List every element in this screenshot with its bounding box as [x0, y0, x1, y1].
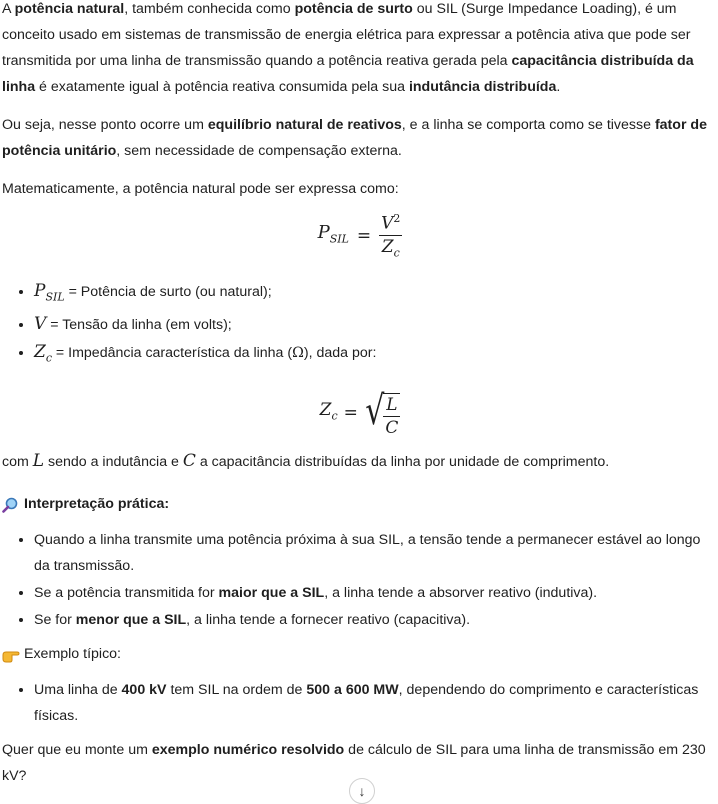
- list-item: • $Z_c$ = Impedância característica da linha (Ω), dada por:: [34, 339, 718, 371]
- magnifier-icon: [2, 496, 18, 512]
- assistant-message: [2, 0, 718, 789]
- fraction: [383, 394, 400, 439]
- bold-term: indutância distribuída: [408, 79, 557, 95]
- text: é exatamente igual à potência reativa consumida pela sua: [35, 79, 409, 95]
- list-item: • Se a potência transmitida for maior que a SIL, a linha tende a absorver reativo (indutiva).: [34, 580, 718, 606]
- formula-intro: Matematicamente, a potência natural pode ser expressa como:: [2, 181, 399, 197]
- numerator: $V^2$: [381, 211, 401, 234]
- denominator: $Z_c$: [381, 236, 400, 260]
- section-heading: [2, 491, 718, 517]
- formula-lhs: $P_{SIL}$: [317, 221, 349, 246]
- list-item: • Quando a linha transmite uma potência próxima à sua SIL, a tensão tende a permanecer estável ao longo da transmissão.: [34, 527, 718, 579]
- text: , sem necessidade de compensação externa.: [116, 143, 402, 159]
- bold-term: equilíbrio natural de reativos: [207, 117, 402, 133]
- scroll-to-bottom-button[interactable]: [349, 778, 375, 804]
- definitions-list: [2, 278, 718, 372]
- text: Ou seja, nesse ponto ocorre um: [2, 117, 208, 133]
- followup-question: Quer que eu monte um exemplo numérico resolvido de cálculo de SIL para uma linha de transmissão em 230 kV?: [2, 741, 706, 784]
- equilibrium-paragraph: [2, 112, 718, 164]
- impedance-formula: [2, 384, 718, 442]
- bold-term: potência de surto: [294, 1, 413, 17]
- text: , também conhecida como: [124, 1, 295, 17]
- heading-label: Exemplo típico:: [24, 645, 121, 662]
- heading-label: Interpretação prática:: [24, 495, 170, 512]
- text: , e a linha se comporta como se tivesse: [401, 117, 655, 133]
- denominator: C: [385, 417, 399, 438]
- bold-term: fator de potência unitário: [2, 117, 707, 159]
- arrow-down-icon: ↓: [358, 783, 366, 799]
- formula-lhs: $Z_c$: [319, 399, 338, 422]
- equals-sign: =: [343, 402, 358, 423]
- fraction: [379, 208, 402, 264]
- square-root: √ $\frac{L}{C}$: [365, 387, 399, 438]
- pointing-hand-icon: [2, 646, 18, 662]
- list-item: • $P_{SIL}$ = Potência de surto (ou natural);: [34, 278, 718, 310]
- text: A: [2, 1, 15, 17]
- bold-term: capacitância distribuída da linha: [2, 53, 694, 95]
- example-list: [2, 677, 718, 729]
- interpretation-list: [2, 527, 718, 633]
- numerator: L: [386, 394, 398, 415]
- list-item: • V = Tensão da linha (em volts);: [34, 311, 718, 338]
- sil-formula: [2, 204, 718, 268]
- equals-sign: =: [356, 226, 372, 246]
- bold-term: potência natural: [14, 1, 125, 17]
- section-heading: [2, 641, 718, 667]
- text: .: [556, 79, 561, 95]
- text: ou SIL (Surge Impedance Loading), é um conceito usado em sistemas de transmissão de energia elétrica para expressar a potência ativa que pode ser transmitida por uma linha de transmissão quando a potência reativa gerada pela: [2, 1, 691, 69]
- list-item: • Se for menor que a SIL, a linha tende a fornecer reativo (capacitiva).: [34, 607, 718, 633]
- intro-paragraph: [2, 0, 718, 100]
- variables-paragraph: com L sendo a indutância e C a capacitância distribuídas da linha por unidade de comprimento.: [2, 450, 610, 471]
- list-item: • Uma linha de 400 kV tem SIL na ordem de 500 a 600 MW, dependendo do comprimento e características físicas.: [34, 677, 718, 729]
